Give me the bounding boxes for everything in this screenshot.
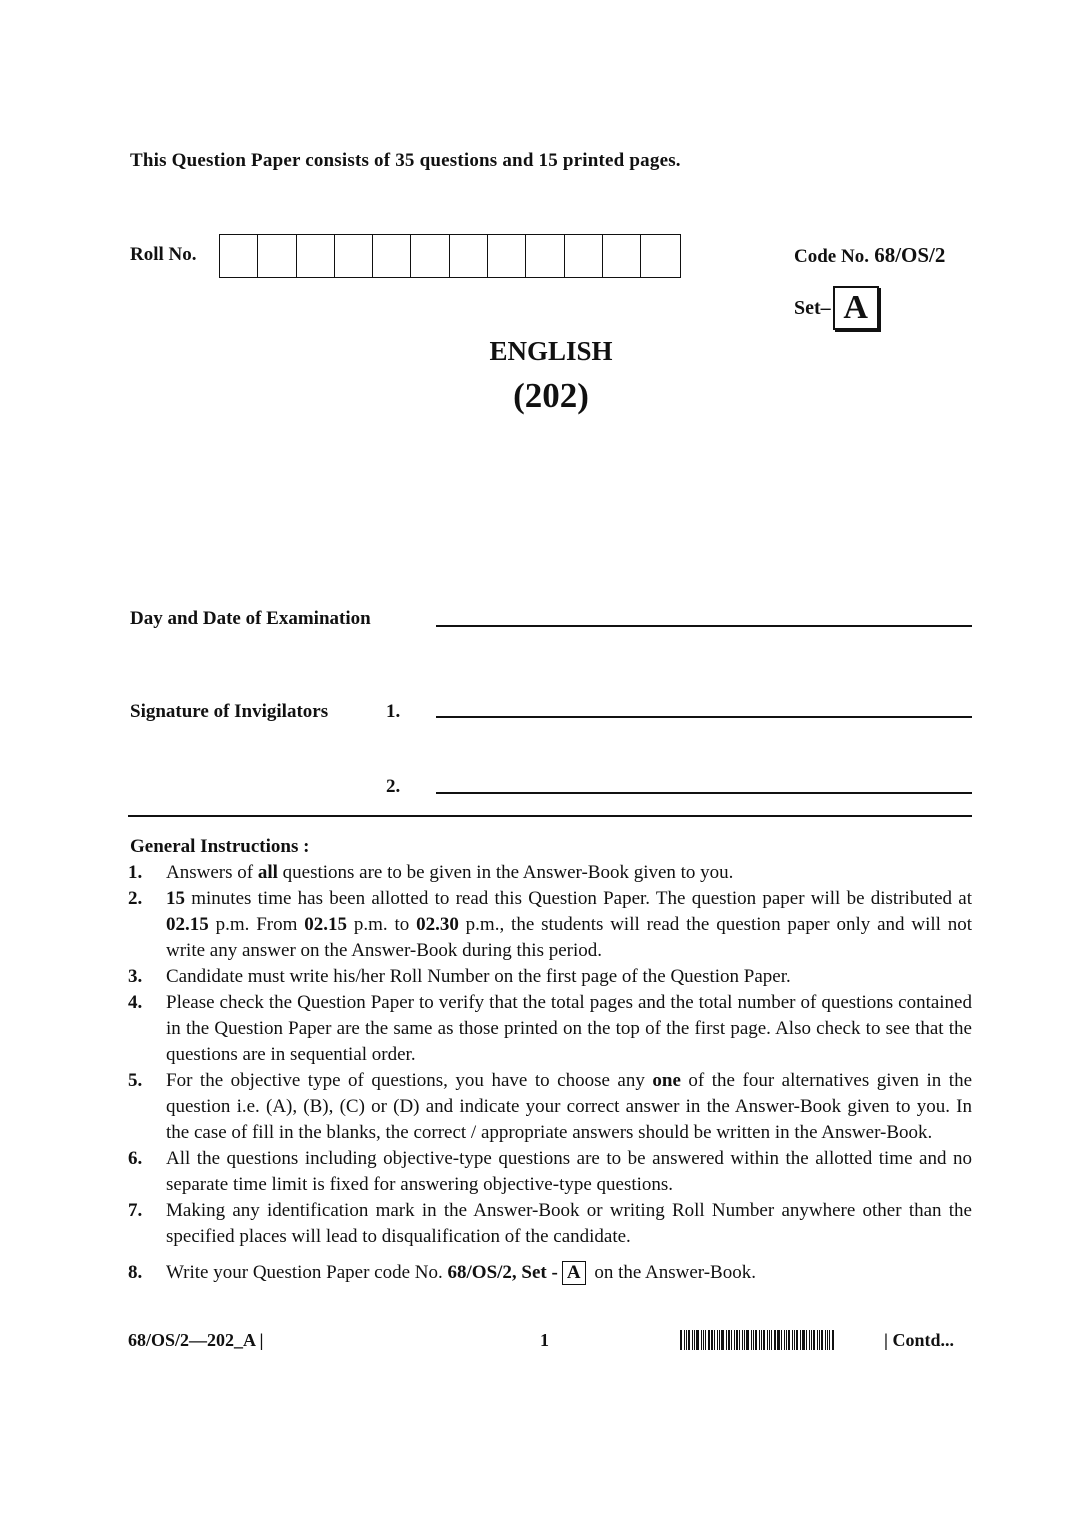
barcode-bar [821,1330,823,1350]
instruction-item [128,990,972,1068]
instruction-8-set-box: A [562,1261,586,1285]
barcode-bar [705,1330,706,1350]
instructions-heading: General Instructions : [130,836,310,857]
barcode-bar [829,1330,830,1350]
barcode-bar [767,1330,768,1350]
barcode-bar [813,1330,815,1350]
barcode-bar [680,1330,682,1350]
instruction-text: Making any identification mark in the Answer-Book or writing Roll Number anywhere other than the specified places will lead to disqualification of the candidate. [166,1200,972,1247]
instruction-8-after: on the Answer-Book. [594,1262,756,1283]
roll-number-cell[interactable] [258,235,296,277]
invigilator-signature-label: Signature of Invigilators [130,701,329,722]
instruction-number: 2. [128,888,143,909]
barcode-bar [792,1330,793,1350]
roll-number-cell[interactable] [373,235,411,277]
barcode-bar [734,1330,735,1350]
roll-number-cell[interactable] [603,235,641,277]
instruction-number: 4. [128,992,143,1013]
barcode-bar [786,1330,787,1350]
barcode-bar [777,1330,780,1350]
barcode-bar [688,1330,690,1350]
instruction-item [128,1198,972,1250]
subject-code: (202) [513,376,589,415]
barcode-bar [794,1330,795,1350]
barcode-bar [684,1330,685,1350]
barcode-bar [755,1330,757,1350]
code-number-label: Code No. [794,246,869,267]
roll-number-label: Roll No. [130,244,197,265]
barcode-bar [714,1330,715,1350]
code-number [794,243,945,268]
roll-number-cell[interactable] [220,235,258,277]
roll-number-boxes[interactable] [219,234,681,278]
instruction-item [128,1068,972,1146]
footer-continued: | Contd... [884,1330,954,1350]
instruction-item [128,964,972,990]
barcode-bar [809,1330,810,1350]
roll-number-cell[interactable] [565,235,603,277]
instruction-text: For the objective type of questions, you have to choose any one of the four alternatives given in the question i.e. (A), (B), (C) or (D) and indicate your correct answer in the Answer-Book given to you. In the case of fill in the blanks, the correct / appropriate answers should be written in the Answer-Book. [166,1070,973,1143]
barcode-icon [680,1330,858,1350]
set-indicator [794,286,879,330]
barcode-bar [719,1330,720,1350]
instruction-item [128,860,972,886]
set-box: A [833,286,879,330]
barcode-bar [686,1330,687,1350]
instruction-number: 6. [128,1148,143,1169]
barcode-bar [817,1330,818,1350]
exam-date-label: Day and Date of Examination [130,608,371,629]
barcode-bar [827,1330,828,1350]
instruction-number: 7. [128,1200,143,1221]
barcode-bar [832,1330,834,1350]
instruction-text: Answers of all questions are to be given in the Answer-Book given to you. [166,862,734,883]
barcode-bar [825,1330,826,1350]
paper-info-note: This Question Paper consists of 35 questions and 15 printed pages. [130,150,681,171]
barcode-bar [701,1330,702,1350]
barcode-bar [721,1330,724,1350]
barcode-bar [806,1330,807,1350]
barcode-bar [726,1330,727,1350]
instruction-item [128,1146,972,1198]
signature-line-1[interactable] [436,716,972,718]
barcode-bar [739,1330,740,1350]
barcode-bar [746,1330,749,1350]
barcode-bar [694,1330,695,1350]
barcode-bar [711,1330,713,1350]
barcode-bar [802,1330,805,1350]
barcode-bar [708,1330,710,1350]
barcode-bar [703,1330,704,1350]
barcode-bar [753,1330,754,1350]
instruction-8-code: 68/OS/2, Set - [447,1262,558,1283]
roll-number-cell[interactable] [335,235,373,277]
instructions-list [128,860,972,1286]
roll-number-cell[interactable] [526,235,564,277]
barcode-bar [774,1330,776,1350]
barcode-bar [759,1330,760,1350]
barcode-bar [751,1330,752,1350]
exam-date-line[interactable] [436,625,972,627]
instruction-text: Please check the Question Paper to verify that the total pages and the total number of questions contained in the Question Paper are the same as those printed on the top of the first page. Also check to see that the questions are in sequential order. [166,992,972,1065]
barcode-bar [771,1330,772,1350]
footer-page-number: 1 [540,1330,549,1350]
roll-number-cell[interactable] [488,235,526,277]
signature-line-2[interactable] [436,792,972,794]
roll-number-cell[interactable] [297,235,335,277]
barcode-bar [761,1330,762,1350]
barcode-bar [796,1330,798,1350]
barcode-bar [731,1330,732,1350]
set-label: Set– [794,296,831,319]
barcode-bar [784,1330,785,1350]
instruction-number: 1. [128,862,143,883]
barcode-bar [769,1330,770,1350]
barcode-bar [819,1330,820,1350]
instruction-number: 8. [128,1262,143,1283]
instruction-number: 3. [128,966,143,987]
barcode-bar [763,1330,765,1350]
instruction-items [128,860,972,1250]
barcode-bar [781,1330,782,1350]
roll-number-cell[interactable] [641,235,679,277]
roll-number-cell[interactable] [411,235,449,277]
barcode-bar [811,1330,812,1350]
signature-number-2: 2. [386,776,401,797]
instruction-text [166,1260,972,1286]
section-divider [128,815,972,817]
subject-title: ENGLISH [489,336,613,366]
barcode-bar [742,1330,743,1350]
barcode-bar [696,1330,699,1350]
instruction-item [128,886,972,964]
barcode-bar [736,1330,738,1350]
barcode-bar [728,1330,730,1350]
instruction-number: 5. [128,1070,143,1091]
instruction-text: 15 minutes time has been allotted to read this Question Paper. The question paper will be distributed at 02.15 p.m. From 02.15 p.m. to 02.30 p.m., the students will read the question paper only and will not write any answer on the Answer-Book during this period. [166,888,973,961]
instruction-8-before: Write your Question Paper code No. [166,1262,443,1283]
instruction-item-8 [128,1260,972,1286]
instruction-text: Candidate must write his/her Roll Number on the first page of the Question Paper. [166,966,791,987]
footer-paper-code: 68/OS/2—202_A | [128,1330,264,1350]
barcode-bar [744,1330,745,1350]
barcode-bar [692,1330,693,1350]
instruction-text: All the questions including objective-type questions are to be answered within the allotted time and no separate time limit is fixed for answering objective-type questions. [166,1148,972,1195]
signature-number-1: 1. [386,701,401,722]
code-number-value: 68/OS/2 [874,243,946,267]
roll-number-cell[interactable] [450,235,488,277]
barcode-bar [788,1330,790,1350]
barcode-bar [717,1330,718,1350]
barcode-bar [800,1330,801,1350]
